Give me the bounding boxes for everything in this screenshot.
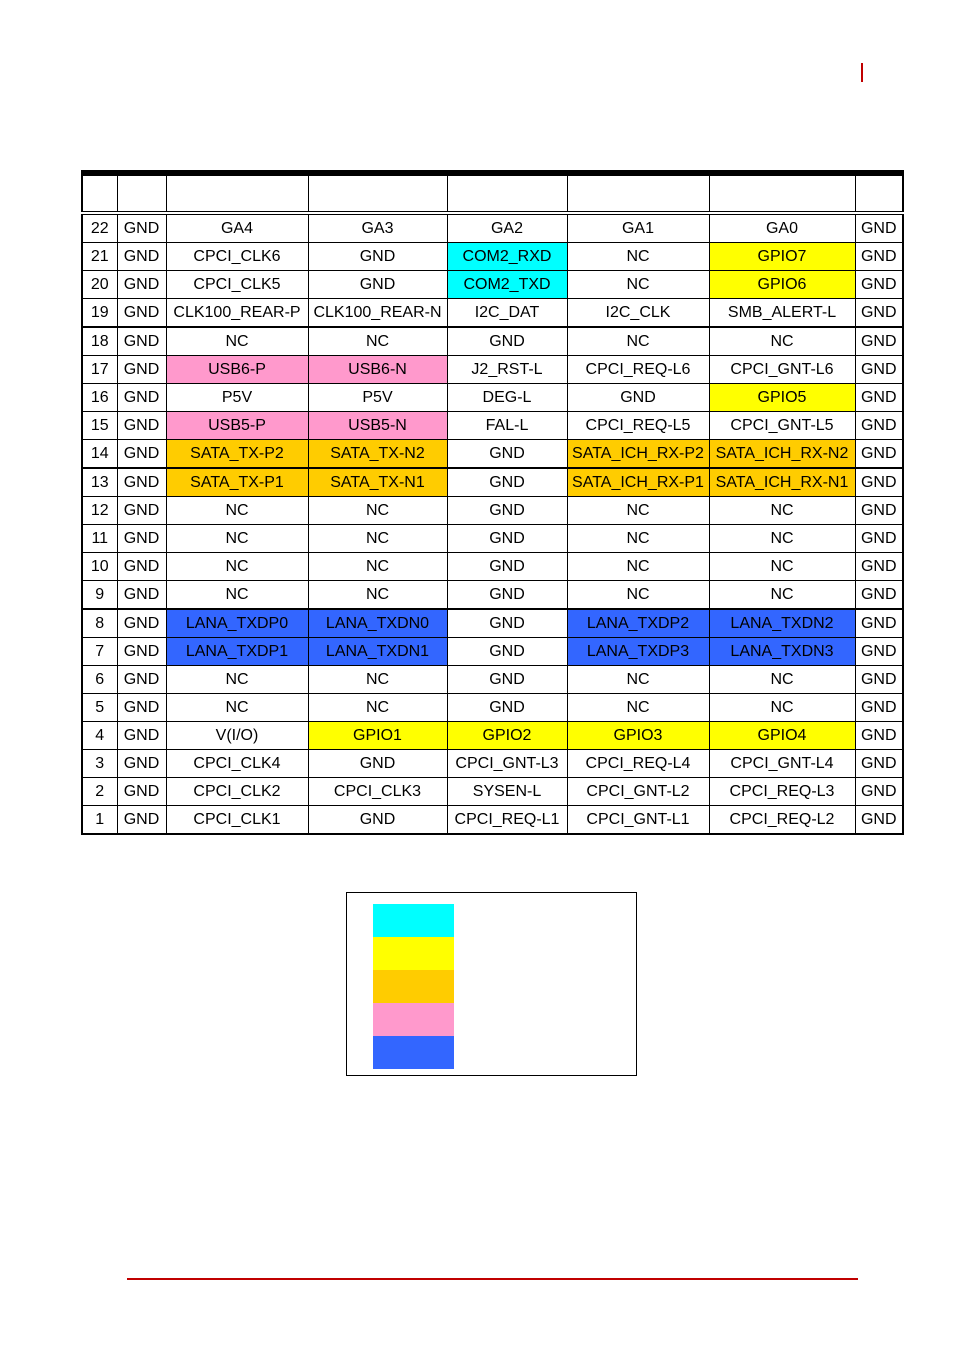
pin-number-cell: 21	[82, 243, 117, 271]
signal-cell: GND	[447, 497, 567, 525]
signal-cell: GND	[855, 299, 903, 328]
signal-cell: GND	[855, 666, 903, 694]
signal-cell: COM2_RXD	[447, 243, 567, 271]
signal-cell: NC	[166, 581, 308, 610]
signal-cell: CPCI_REQ-L6	[567, 356, 709, 384]
signal-cell: LANA_TXDN1	[308, 638, 447, 666]
signal-cell: NC	[308, 327, 447, 356]
pin-number-cell: 13	[82, 468, 117, 497]
signal-cell: SYSEN-L	[447, 778, 567, 806]
table-row	[82, 384, 903, 412]
column-header	[166, 173, 308, 213]
pin-number-cell: 15	[82, 412, 117, 440]
signal-cell: NC	[567, 271, 709, 299]
signal-cell: CLK100_REAR-P	[166, 299, 308, 328]
signal-cell: GND	[447, 440, 567, 469]
signal-cell: CPCI_REQ-L2	[709, 806, 855, 835]
signal-cell: CPCI_GNT-L4	[709, 750, 855, 778]
signal-cell: USB6-N	[308, 356, 447, 384]
signal-cell: NC	[308, 581, 447, 610]
column-header	[117, 173, 166, 213]
signal-cell: CPCI_GNT-L3	[447, 750, 567, 778]
pin-number-cell: 22	[82, 213, 117, 243]
signal-cell: SATA_TX-N2	[308, 440, 447, 469]
signal-cell: GND	[855, 609, 903, 638]
signal-cell: NC	[567, 243, 709, 271]
signal-cell: GND	[855, 327, 903, 356]
legend-swatch-yellow	[373, 937, 454, 970]
pin-number-cell: 8	[82, 609, 117, 638]
table-header-row	[82, 173, 903, 213]
pin-number-cell: 2	[82, 778, 117, 806]
signal-cell: GPIO3	[567, 722, 709, 750]
pin-number-cell: 9	[82, 581, 117, 610]
signal-cell: SATA_TX-P2	[166, 440, 308, 469]
pin-number-cell: 3	[82, 750, 117, 778]
signal-cell: NC	[709, 327, 855, 356]
signal-cell: GND	[855, 271, 903, 299]
signal-cell: GND	[117, 412, 166, 440]
table-row	[82, 468, 903, 497]
signal-cell: GPIO1	[308, 722, 447, 750]
signal-cell: USB5-P	[166, 412, 308, 440]
signal-cell: SATA_TX-N1	[308, 468, 447, 497]
signal-cell: NC	[308, 497, 447, 525]
signal-cell: GND	[447, 638, 567, 666]
table-row	[82, 525, 903, 553]
signal-cell: GND	[855, 440, 903, 469]
signal-cell: USB6-P	[166, 356, 308, 384]
pin-assignment-table	[81, 170, 904, 835]
column-header	[855, 173, 903, 213]
signal-cell: GND	[567, 384, 709, 412]
signal-cell: LANA_TXDN0	[308, 609, 447, 638]
pin-number-cell: 7	[82, 638, 117, 666]
signal-cell: GND	[308, 806, 447, 835]
signal-cell: SMB_ALERT-L	[709, 299, 855, 328]
color-legend	[346, 892, 637, 1076]
signal-cell: CPCI_GNT-L5	[709, 412, 855, 440]
column-header	[567, 173, 709, 213]
signal-cell: GND	[117, 213, 166, 243]
signal-cell: GA2	[447, 213, 567, 243]
signal-cell: GND	[447, 468, 567, 497]
pin-number-cell: 14	[82, 440, 117, 469]
table-row	[82, 412, 903, 440]
pin-number-cell: 1	[82, 806, 117, 835]
signal-cell: GND	[117, 806, 166, 835]
signal-cell: GND	[855, 694, 903, 722]
signal-cell: GND	[447, 609, 567, 638]
pin-number-cell: 12	[82, 497, 117, 525]
column-header	[82, 173, 117, 213]
signal-cell: GND	[855, 468, 903, 497]
signal-cell: GND	[447, 666, 567, 694]
signal-cell: NC	[709, 694, 855, 722]
column-header	[709, 173, 855, 213]
signal-cell: NC	[709, 553, 855, 581]
signal-cell: GND	[117, 694, 166, 722]
signal-cell: GND	[855, 722, 903, 750]
column-header	[447, 173, 567, 213]
table-row	[82, 553, 903, 581]
signal-cell: NC	[166, 525, 308, 553]
table-row	[82, 581, 903, 610]
table-row	[82, 806, 903, 835]
signal-cell: GND	[855, 581, 903, 610]
signal-cell: NC	[709, 525, 855, 553]
signal-cell: GND	[117, 638, 166, 666]
signal-cell: SATA_ICH_RX-N2	[709, 440, 855, 469]
signal-cell: SATA_ICH_RX-P2	[567, 440, 709, 469]
signal-cell: USB5-N	[308, 412, 447, 440]
signal-cell: LANA_TXDP1	[166, 638, 308, 666]
signal-cell: GND	[855, 213, 903, 243]
signal-cell: GND	[855, 778, 903, 806]
signal-cell: LANA_TXDN2	[709, 609, 855, 638]
signal-cell: GND	[447, 581, 567, 610]
signal-cell: GND	[855, 384, 903, 412]
signal-cell: CPCI_CLK3	[308, 778, 447, 806]
signal-cell: CPCI_CLK5	[166, 271, 308, 299]
table-body	[82, 213, 903, 834]
signal-cell: GND	[447, 525, 567, 553]
pin-number-cell: 16	[82, 384, 117, 412]
signal-cell: P5V	[166, 384, 308, 412]
table-row	[82, 666, 903, 694]
pin-number-cell: 11	[82, 525, 117, 553]
signal-cell: NC	[567, 497, 709, 525]
signal-cell: NC	[166, 553, 308, 581]
table-row	[82, 243, 903, 271]
signal-cell: GND	[117, 384, 166, 412]
signal-cell: NC	[166, 694, 308, 722]
signal-cell: GND	[117, 750, 166, 778]
signal-cell: GND	[447, 553, 567, 581]
table-row	[82, 497, 903, 525]
signal-cell: NC	[308, 553, 447, 581]
signal-cell: GND	[117, 609, 166, 638]
signal-cell: LANA_TXDP3	[567, 638, 709, 666]
signal-cell: CLK100_REAR-N	[308, 299, 447, 328]
signal-cell: GND	[117, 553, 166, 581]
table-row	[82, 638, 903, 666]
signal-cell: I2C_CLK	[567, 299, 709, 328]
signal-cell: NC	[308, 694, 447, 722]
signal-cell: GND	[117, 581, 166, 610]
signal-cell: NC	[567, 666, 709, 694]
signal-cell: GND	[117, 440, 166, 469]
signal-cell: GND	[308, 750, 447, 778]
signal-cell: CPCI_GNT-L1	[567, 806, 709, 835]
table-row	[82, 694, 903, 722]
signal-cell: GA4	[166, 213, 308, 243]
signal-cell: CPCI_REQ-L3	[709, 778, 855, 806]
signal-cell: CPCI_CLK1	[166, 806, 308, 835]
signal-cell: LANA_TXDP0	[166, 609, 308, 638]
signal-cell: SATA_ICH_RX-N1	[709, 468, 855, 497]
signal-cell: NC	[567, 553, 709, 581]
signal-cell: COM2_TXD	[447, 271, 567, 299]
signal-cell: NC	[709, 497, 855, 525]
table-row	[82, 299, 903, 328]
signal-cell: GND	[855, 525, 903, 553]
signal-cell: CPCI_CLK2	[166, 778, 308, 806]
signal-cell: GND	[117, 722, 166, 750]
signal-cell: GND	[855, 553, 903, 581]
signal-cell: CPCI_GNT-L6	[709, 356, 855, 384]
signal-cell: GND	[117, 299, 166, 328]
signal-cell: CPCI_REQ-L1	[447, 806, 567, 835]
signal-cell: GND	[117, 243, 166, 271]
signal-cell: GND	[117, 356, 166, 384]
table-row	[82, 213, 903, 243]
signal-cell: GND	[447, 694, 567, 722]
signal-cell: GND	[855, 638, 903, 666]
signal-cell: GND	[117, 327, 166, 356]
signal-cell: GND	[855, 412, 903, 440]
signal-cell: CPCI_CLK4	[166, 750, 308, 778]
signal-cell: NC	[567, 694, 709, 722]
legend-swatch-pink	[373, 1003, 454, 1036]
signal-cell: GND	[117, 525, 166, 553]
signal-cell: GA3	[308, 213, 447, 243]
pin-number-cell: 6	[82, 666, 117, 694]
signal-cell: GPIO6	[709, 271, 855, 299]
signal-cell: GND	[117, 778, 166, 806]
signal-cell: GND	[308, 271, 447, 299]
pin-number-cell: 18	[82, 327, 117, 356]
pin-number-cell: 5	[82, 694, 117, 722]
signal-cell: J2_RST-L	[447, 356, 567, 384]
signal-cell: NC	[567, 525, 709, 553]
signal-cell: GND	[855, 750, 903, 778]
signal-cell: NC	[567, 581, 709, 610]
signal-cell: GND	[308, 243, 447, 271]
signal-cell: GPIO7	[709, 243, 855, 271]
signal-cell: GPIO4	[709, 722, 855, 750]
column-header	[308, 173, 447, 213]
signal-cell: V(I/O)	[166, 722, 308, 750]
signal-cell: I2C_DAT	[447, 299, 567, 328]
signal-cell: LANA_TXDN3	[709, 638, 855, 666]
signal-cell: GND	[117, 468, 166, 497]
signal-cell: NC	[308, 525, 447, 553]
signal-cell: P5V	[308, 384, 447, 412]
table-row	[82, 750, 903, 778]
table-row	[82, 609, 903, 638]
pin-number-cell: 20	[82, 271, 117, 299]
table-row	[82, 356, 903, 384]
signal-cell: NC	[709, 666, 855, 694]
signal-cell: GND	[855, 243, 903, 271]
table-row	[82, 722, 903, 750]
signal-cell: NC	[308, 666, 447, 694]
pin-number-cell: 19	[82, 299, 117, 328]
legend-swatch-orange	[373, 970, 454, 1003]
legend-swatch-blue	[373, 1036, 454, 1069]
table-row	[82, 778, 903, 806]
signal-cell: GND	[855, 356, 903, 384]
signal-cell: SATA_TX-P1	[166, 468, 308, 497]
pin-number-cell: 4	[82, 722, 117, 750]
signal-cell: NC	[166, 666, 308, 694]
signal-cell: GND	[855, 806, 903, 835]
signal-cell: GA0	[709, 213, 855, 243]
table-row	[82, 440, 903, 469]
signal-cell: LANA_TXDP2	[567, 609, 709, 638]
signal-cell: GND	[117, 666, 166, 694]
signal-cell: GPIO2	[447, 722, 567, 750]
header-accent-bar	[861, 63, 863, 82]
signal-cell: NC	[166, 327, 308, 356]
signal-cell: GND	[855, 497, 903, 525]
signal-cell: CPCI_REQ-L5	[567, 412, 709, 440]
signal-cell: SATA_ICH_RX-P1	[567, 468, 709, 497]
signal-cell: FAL-L	[447, 412, 567, 440]
pin-number-cell: 10	[82, 553, 117, 581]
table-row	[82, 327, 903, 356]
signal-cell: GPIO5	[709, 384, 855, 412]
signal-cell: CPCI_GNT-L2	[567, 778, 709, 806]
table-row	[82, 271, 903, 299]
signal-cell: GND	[447, 327, 567, 356]
pin-number-cell: 17	[82, 356, 117, 384]
signal-cell: CPCI_REQ-L4	[567, 750, 709, 778]
signal-cell: CPCI_CLK6	[166, 243, 308, 271]
signal-cell: DEG-L	[447, 384, 567, 412]
signal-cell: GA1	[567, 213, 709, 243]
signal-cell: GND	[117, 497, 166, 525]
legend-swatch-cyan	[373, 904, 454, 937]
footer-rule	[127, 1278, 858, 1280]
signal-cell: NC	[567, 327, 709, 356]
signal-cell: NC	[166, 497, 308, 525]
signal-cell: NC	[709, 581, 855, 610]
signal-cell: GND	[117, 271, 166, 299]
